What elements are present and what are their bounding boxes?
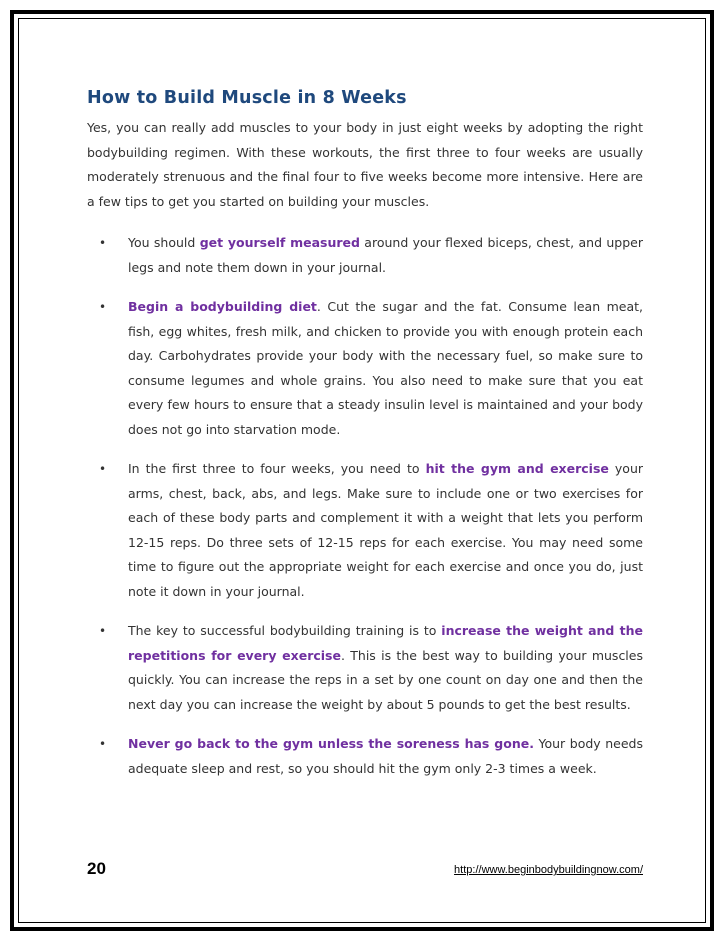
tip-text: The key to successful bodybuilding training is to (128, 623, 442, 638)
tip-text: . Cut the sugar and the fat. Consume lean meat, fish, egg whites, fresh milk, and chicken to provide you with enough protein each day. Carbohydrates provide your body with the necessary fuel, so make sure to consume legumes and whole grains. You also need to make sure that you eat every few hours to ensure that a steady insulin level is maintained and your body does not go into starvation mode. (128, 299, 643, 437)
tip-highlight: increase the weight and the repetitions for every exercise (128, 623, 643, 663)
list-item (87, 231, 643, 280)
list-item (87, 732, 643, 781)
tip-highlight: hit the gym and exercise (425, 461, 609, 476)
tip-text: In the first three to four weeks, you need to (128, 461, 426, 476)
page-number: 20 (87, 859, 106, 878)
page-content (87, 86, 643, 781)
tips-list (87, 231, 643, 781)
list-item (87, 457, 643, 604)
bullet-icon: • (99, 737, 107, 751)
bullet-icon: • (99, 462, 107, 476)
bullet-icon: • (99, 624, 107, 638)
page-title: How to Build Muscle in 8 Weeks (87, 88, 407, 108)
tip-highlight: Never go back to the gym unless the soreness has gone. (128, 736, 534, 751)
tip-text: Your body needs adequate sleep and rest, so you should hit the gym only 2-3 times a week. (128, 736, 643, 776)
website-link[interactable]: http://www.beginbodybuildingnow.com/ (454, 864, 643, 876)
tip-text: around your flexed biceps, chest, and upper legs and note them down in your journal. (128, 235, 643, 275)
tip-highlight: get yourself measured (199, 235, 360, 250)
tip-text: your arms, chest, back, abs, and legs. Make sure to include one or two exercises for each of these body parts and complement it with a weight that lets you perform 12-15 reps. Do three sets of 12-15 reps for each exercise. You may need some time to figure out the appropriate weight for each exercise and once you do, just note it down in your journal. (128, 461, 644, 599)
list-item (87, 295, 643, 442)
tip-text: You should (128, 235, 200, 250)
bullet-icon: • (99, 300, 107, 314)
page-footer (87, 859, 643, 883)
intro-paragraph: Yes, you can really add muscles to your body in just eight weeks by adopting the right bodybuilding regimen. With these workouts, the first three to four weeks are usually moderately strenuous and the final four to five weeks become more intensive. Here are a few tips to get you started on building your muscles. (87, 120, 643, 209)
tip-text: . This is the best way to building your muscles quickly. You can increase the reps in a set by one count on day one and then the next day you can increase the weight by about 5 pounds to get the best results. (128, 647, 643, 712)
tip-highlight: Begin a bodybuilding diet (128, 299, 317, 314)
list-item (87, 619, 643, 717)
bullet-icon: • (99, 236, 107, 250)
